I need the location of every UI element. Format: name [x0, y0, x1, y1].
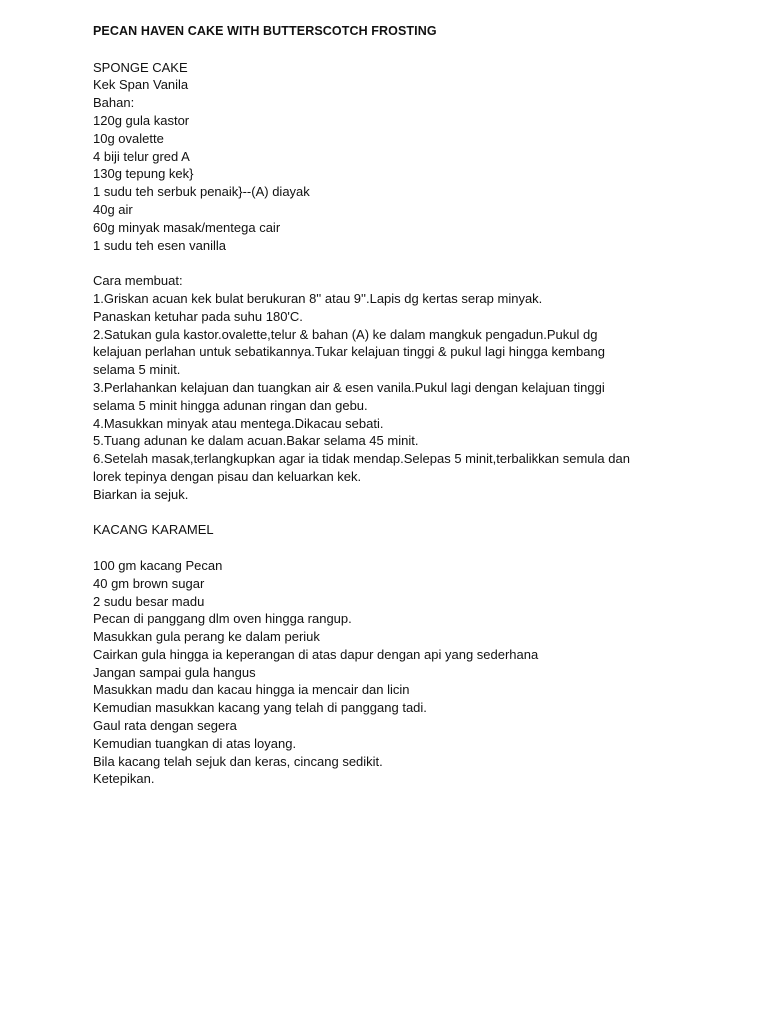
karamel-line: Kemudian tuangkan di atas loyang.	[93, 735, 297, 751]
karamel-line: Masukkan gula perang ke dalam periuk	[93, 629, 320, 645]
method-line: 1.Griskan acuan kek bulat berukuran 8'' atau 9''.Lapis dg kertas serap minyak.	[93, 290, 543, 306]
karamel-line: Ketepikan.	[93, 771, 155, 787]
ingredient-line: 130g tepung kek}	[93, 166, 194, 182]
blank-line	[93, 254, 733, 272]
ingredient-line: 40g air	[93, 201, 133, 217]
ingredient-line: 120g gula kastor	[93, 112, 190, 128]
karamel-line: Masukkan madu dan kacau hingga ia mencair dan licin	[93, 682, 410, 698]
blank-line	[93, 504, 733, 522]
section-subheading: Kek Span Vanila	[93, 77, 189, 93]
document-title: PECAN HAVEN CAKE WITH BUTTERSCOTCH FROSTING	[93, 24, 437, 38]
karamel-line: Gaul rata dengan segera	[93, 718, 237, 734]
karamel-line: Cairkan gula hingga ia keperangan di atas dapur dengan api yang sederhana	[93, 646, 539, 662]
karamel-line: 2 sudu besar madu	[93, 593, 205, 609]
method-line: Biarkan ia sejuk.	[93, 486, 189, 502]
method-line: 6.Setelah masak,terlangkupkan agar ia tidak mendap.Selepas 5 minit,terbalikkan semula dan	[93, 451, 630, 467]
karamel-line: 100 gm kacang Pecan	[93, 557, 223, 573]
method-line: kelajuan perlahan untuk sebatikannya.Tukar kelajuan tinggi & pukul lagi hingga kembang	[93, 344, 605, 360]
karamel-line: Jangan sampai gula hangus	[93, 664, 256, 680]
method-line: selama 5 minit.	[93, 362, 181, 378]
document-body	[93, 23, 733, 788]
blank-line	[93, 539, 733, 557]
blank-line	[93, 41, 733, 59]
method-line: Panaskan ketuhar pada suhu 180'C.	[93, 308, 303, 324]
section-heading-sponge-cake: SPONGE CAKE	[93, 59, 188, 75]
ingredient-line: 4 biji telur gred A	[93, 148, 190, 164]
ingredient-line: 60g minyak masak/mentega cair	[93, 219, 281, 235]
karamel-line: 40 gm brown sugar	[93, 575, 205, 591]
method-line: 2.Satukan gula kastor.ovalette,telur & bahan (A) ke dalam mangkuk pengadun.Pukul dg	[93, 326, 598, 342]
ingredients-label: Bahan:	[93, 95, 135, 111]
method-line: 5.Tuang adunan ke dalam acuan.Bakar selama 45 minit.	[93, 433, 419, 449]
method-line: selama 5 minit hingga adunan ringan dan gebu.	[93, 397, 368, 413]
method-line: 4.Masukkan minyak atau mentega.Dikacau sebati.	[93, 415, 384, 431]
method-label: Cara membuat:	[93, 273, 183, 289]
ingredient-line: 1 sudu teh esen vanilla	[93, 237, 226, 253]
karamel-line: Bila kacang telah sejuk dan keras, cincang sedikit.	[93, 753, 383, 769]
karamel-line: Pecan di panggang dlm oven hingga rangup.	[93, 611, 352, 627]
section-heading-kacang-karamel: KACANG KARAMEL	[93, 522, 214, 538]
method-line: 3.Perlahankan kelajuan dan tuangkan air & esen vanila.Pukul lagi dengan kelajuan tinggi	[93, 379, 605, 395]
sponge-cake-section	[93, 59, 733, 504]
ingredient-line: 10g ovalette	[93, 130, 164, 146]
karamel-line: Kemudian masukkan kacang yang telah di panggang tadi.	[93, 700, 427, 716]
method-line: lorek tepinya dengan pisau dan keluarkan kek.	[93, 468, 362, 484]
ingredient-line: 1 sudu teh serbuk penaik}--(A) diayak	[93, 184, 310, 200]
kacang-karamel-section	[93, 521, 733, 788]
